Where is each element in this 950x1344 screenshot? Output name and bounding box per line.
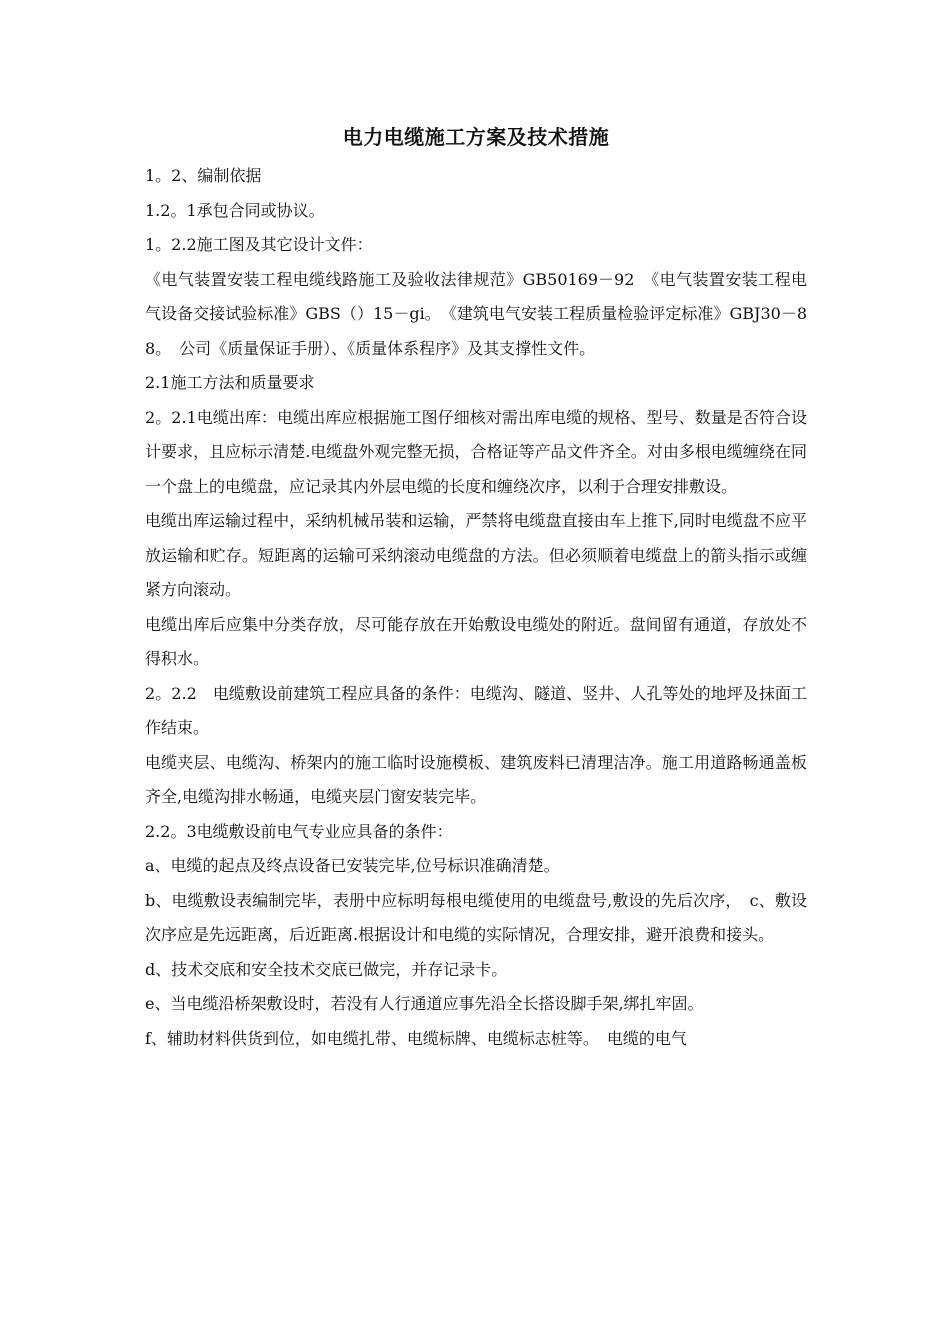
section-heading-methods: 2.1施工方法和质量要求 (145, 373, 315, 392)
condition-item-a: a、电缆的起点及终点设备已安装完毕,位号标识准确清楚。 (145, 856, 560, 875)
condition-item-b: b、电缆敷设表编制完毕，表册中应标明每根电缆使用的电缆盘号,敷设的先后次序， c、敷设次序应是先远距离，后近距离.根据设计和电缆的实际情况，合理安排，避开浪费和接头。 (145, 890, 807, 944)
document-body (145, 119, 807, 1056)
electrical-conditions-heading: 2.2。3电缆敷设前电气专业应具备的条件： (145, 821, 453, 841)
cable-storage-paragraph: 电缆出库后应集中分类存放，尽可能存放在开始敷设电缆处的附近。盘间留有通道，存放处不得积水。 (145, 614, 807, 668)
condition-item-f: f、辅助材料供货到位，如电缆扎带、电缆标牌、电缆标志桩等。 电缆的电气 (145, 1028, 687, 1048)
condition-item-d: d、技术交底和安全技术交底已做完，并存记录卡。 (145, 959, 508, 979)
cable-transport-paragraph: 电缆出库运输过程中，采纳机械吊装和运输，严禁将电缆盘直接由车上推下,同时电缆盘不应平放运输和贮存。短距离的运输可采纳滚动电缆盘的方法。但必须顺着电缆盘上的箭头指示或缠紧方向滚动。 (145, 511, 807, 599)
condition-item-e: e、当电缆沿桥架敷设时，若没有人行通道应事先沿全长搭设脚手架,绑扎牢固。 (145, 994, 704, 1013)
basis-item-contract: 1.2。1承包合同或协议。 (145, 200, 325, 220)
basis-standards-paragraph: 《电气装置安装工程电缆线路施工及验收法律规范》GB50169－92 《电气装置安装工程电气设备交接试验标准》GBS（）15－gi。 《建筑电气安装工程质量检验评定标准》GBJ30－88。 公司《质量保证手册）、《质量体系程序》及其支撑性文件。 (145, 269, 807, 358)
site-cleanup-paragraph: 电缆夹层、电缆沟、桥架内的施工临时设施模板、建筑废料已清理洁净。施工用道路畅通盖板齐全,电缆沟排水畅通，电缆夹层门窗安装完毕。 (145, 752, 807, 806)
civil-conditions-paragraph: 2。2.2 电缆敷设前建筑工程应具备的条件：电缆沟、隧道、竖井、人孔等处的地坪及抹面工作结束。 (145, 683, 807, 737)
section-heading-basis: 1。2、编制依据 (145, 166, 262, 185)
document-title: 电力电缆施工方案及技术措施 (342, 125, 610, 149)
basis-item-drawings: 1。2.2施工图及其它设计文件： (145, 235, 373, 254)
cable-release-paragraph: 2。2.1电缆出库：电缆出库应根据施工图仔细核对需出库电缆的规格、型号、数量是否符合设计要求，且应标示清楚.电缆盘外观完整无损，合格证等产品文件齐全。对由多根电缆缠绕在同一个盘上的电缆盘，应记录其内外层电缆的长度和缠绕次序，以利于合理安排敷设。 (145, 407, 807, 496)
